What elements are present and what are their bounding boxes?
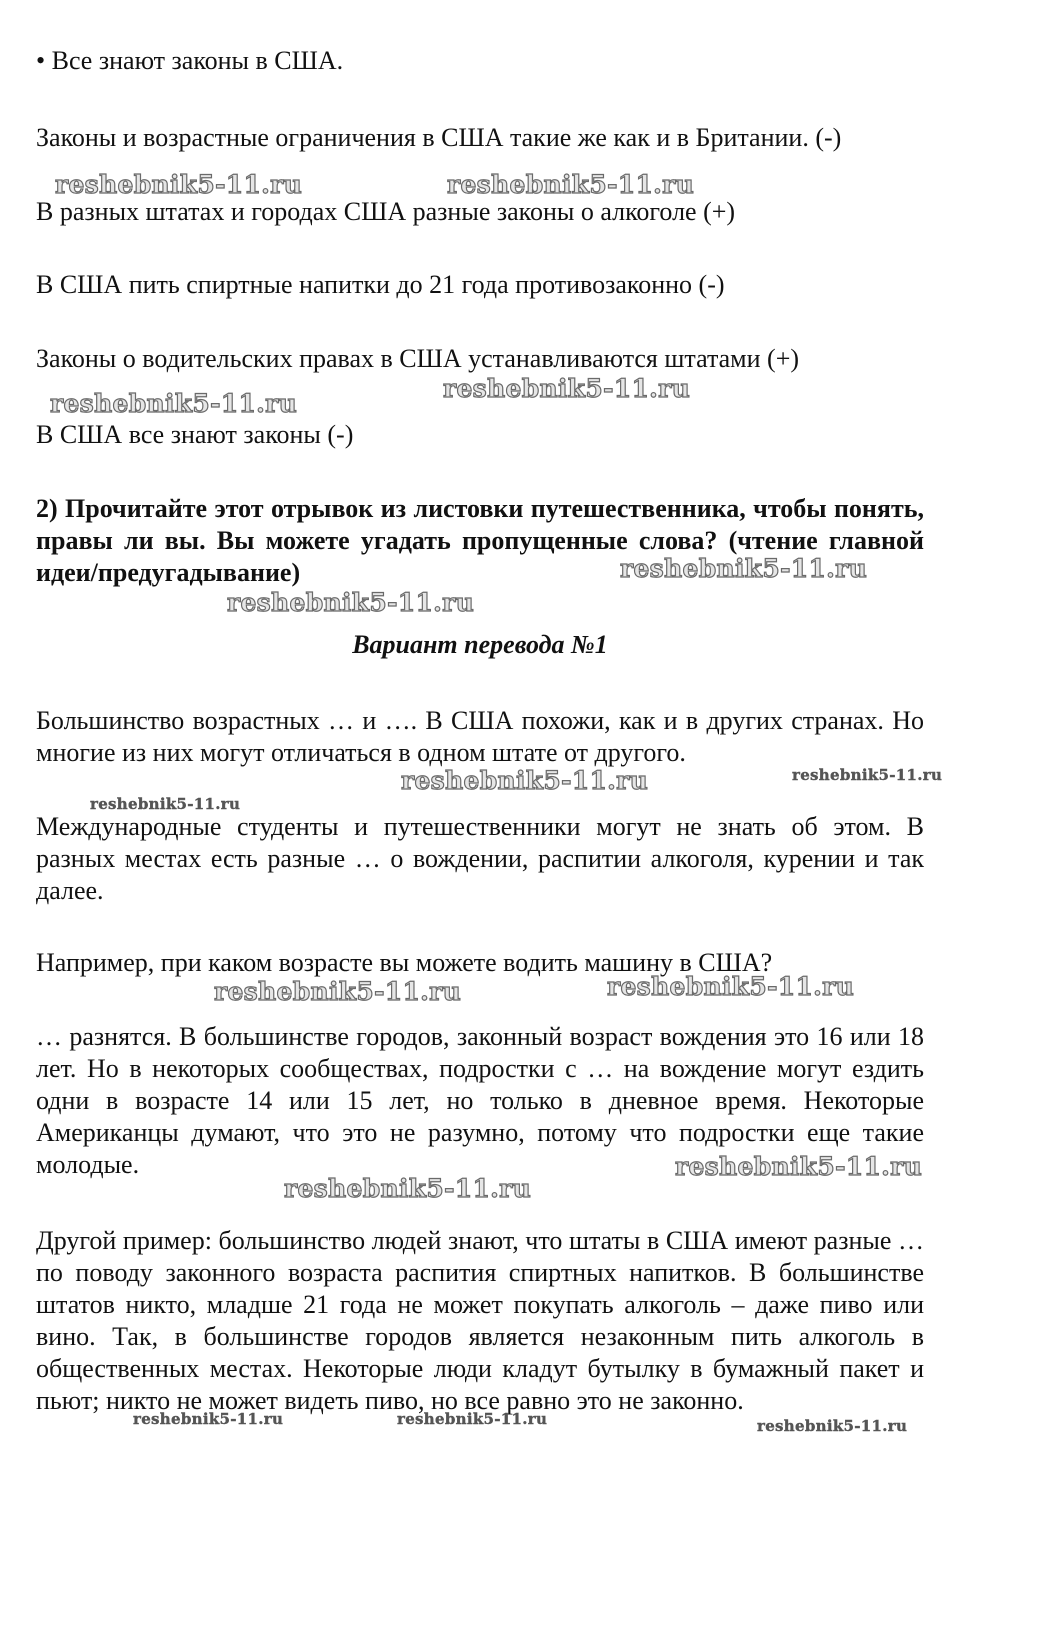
watermark: reshebnik5-11.ru <box>284 1174 532 1203</box>
watermark: reshebnik5-11.ru <box>227 588 475 617</box>
watermark: reshebnik5-11.ru <box>620 554 868 583</box>
watermark: reshebnik5-11.ru <box>133 1410 284 1428</box>
watermark: reshebnik5-11.ru <box>401 766 649 795</box>
statement-item: В США пить спиртные напитки до 21 года противозаконно (-) <box>36 270 725 299</box>
statement-item: В разных штатах и городах США разные законы о алкоголе (+) <box>36 197 736 226</box>
watermark: reshebnik5-11.ru <box>90 795 241 813</box>
paragraph: Например, при каком возрасте вы можете водить машину в США? <box>36 948 773 977</box>
watermark: reshebnik5-11.ru <box>607 972 855 1001</box>
watermark: reshebnik5-11.ru <box>792 766 943 784</box>
task-heading: 2) Прочитайте этот отрывок из листовки путешественника, чтобы понять, правы ли вы. Вы можете угадать пропущенные слова? (чтение главной идеи/предугадывание) <box>36 494 924 587</box>
watermark: reshebnik5-11.ru <box>443 374 691 403</box>
statement-heading: • Все знают законы в США. <box>36 46 344 75</box>
paragraph: … разнятся. В большинстве городов, законный возраст вождения это 16 или 18 лет. Но в некоторых сообществах, подростки с … на вождение могут ездить одни в возрасте 14 или 15 лет, но только в дневное время. Некоторые Американцы думают, что это не разумно, потому что подростки еще такие молодые. <box>36 1022 924 1179</box>
watermark: reshebnik5-11.ru <box>447 170 695 199</box>
watermark: reshebnik5-11.ru <box>55 170 303 199</box>
watermark: reshebnik5-11.ru <box>397 1410 548 1428</box>
watermark: reshebnik5-11.ru <box>757 1417 908 1435</box>
statement-item: В США все знают законы (-) <box>36 420 354 449</box>
watermark: reshebnik5-11.ru <box>214 977 462 1006</box>
paragraph: Другой пример: большинство людей знают, что штаты в США имеют разные … по поводу законного возраста распития спиртных напитков. В большинстве штатов никто, младше 21 года не может покупать алкоголь – даже пиво или вино. Так, в большинстве городов является незаконным пить алкоголь в общественных местах. Некоторые люди кладут бутылку в бумажный пакет и пьют; никто не может видеть пиво, но все равно это не законно. <box>36 1226 924 1415</box>
variant-title: Вариант перевода №1 <box>352 630 608 659</box>
watermark: reshebnik5-11.ru <box>675 1152 923 1181</box>
watermark: reshebnik5-11.ru <box>50 389 298 418</box>
paragraph: Международные студенты и путешественники могут не знать об этом. В разных местах есть разные … о вождении, распитии алкоголя, курении и так далее. <box>36 812 924 905</box>
paragraph: Большинство возрастных … и …. В США похожи, как и в других странах. Но многие из них могут отличаться в одном штате от другого. <box>36 706 924 767</box>
statement-item: Законы о водительских правах в США устанавливаются штатами (+) <box>36 344 800 373</box>
statement-item: Законы и возрастные ограничения в США такие же как и в Британии. (-) <box>36 123 842 152</box>
